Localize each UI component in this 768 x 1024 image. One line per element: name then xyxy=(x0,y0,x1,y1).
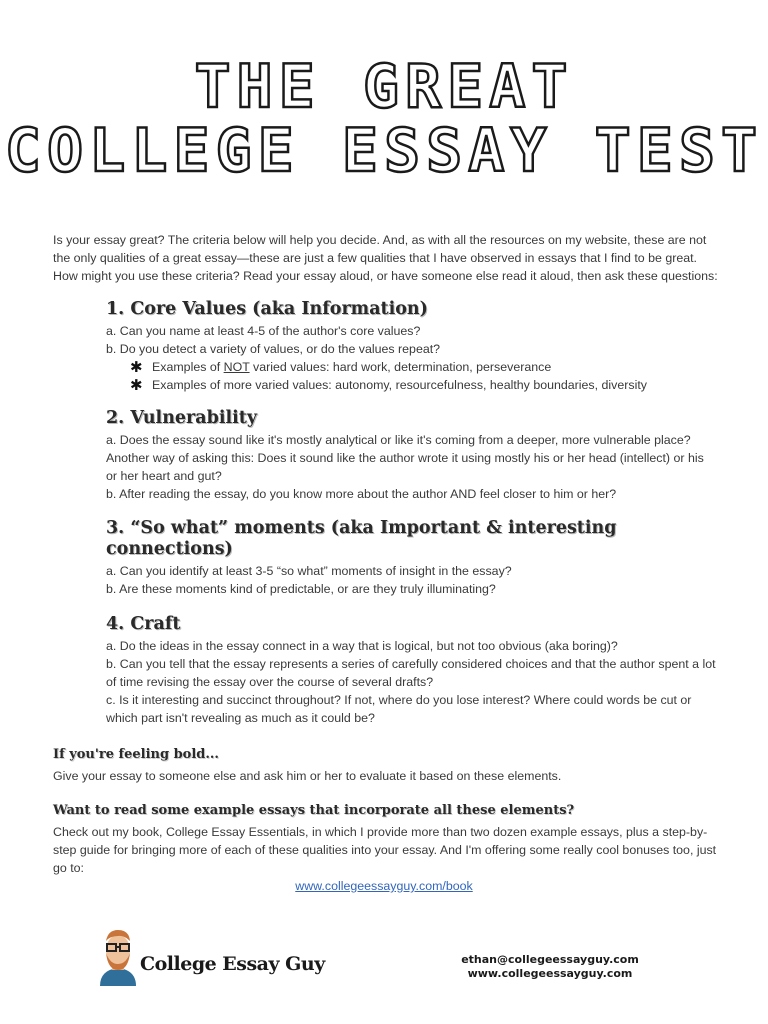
examples-text: Check out my book, College Essay Essentials, in which I provide more than two dozen example essays, plus a step-by-step guide for bringing more of each of these qualities into your essay. And I'm offering some really cool bonuses too, just go to: xyxy=(53,825,717,875)
contact-email[interactable]: ethan@collegeessayguy.com xyxy=(461,953,639,966)
question-a: a. Can you name at least 4-5 of the author's core values? xyxy=(106,324,421,338)
contact-website[interactable]: www.collegeessayguy.com xyxy=(467,967,633,980)
section-heading: 3. “So what” moments (aka Important & interesting connections) xyxy=(106,518,617,559)
avatar-icon xyxy=(96,926,140,986)
section-core-values xyxy=(106,299,718,394)
title-line-1: THE GREAT xyxy=(194,52,574,122)
question-a: a. Do the ideas in the essay connect in a way that is logical, but not too obvious (aka boring)? xyxy=(106,639,618,653)
college-essay-guy-logo xyxy=(96,926,336,986)
section-vulnerability xyxy=(106,408,718,503)
feeling-bold-text: Give your essay to someone else and ask him or her to evaluate it based on these elements. xyxy=(53,769,562,783)
question-b: b. Can you tell that the essay represents a series of carefully considered choices and that the author spent a lot of time revising the essay over the course of several drafts? xyxy=(106,657,716,689)
question-c: c. Is it interesting and succinct throughout? If not, where do you lose interest? Where could words be cut or which part isn't revealing as much as it could be? xyxy=(106,693,692,725)
question-b: b. After reading the essay, do you know more about the author AND feel closer to him or her? xyxy=(106,487,617,501)
section-craft xyxy=(106,614,718,727)
question-a: a. Can you identify at least 3-5 “so what” moments of insight in the essay? xyxy=(106,564,512,578)
section-so-what xyxy=(106,518,718,598)
not-underlined: NOT xyxy=(223,360,250,374)
intro-paragraph: Is your essay great? The criteria below will help you decide. And, as with all the resources on my website, these are not the only qualities of a great essay—these are just a few qualities that I have observed in essays that I find to be great. How might you use these criteria? Read your essay aloud, or have someone else read it aloud, then ask these questions: xyxy=(53,233,718,284)
asterisk-icon: ✱ xyxy=(130,376,143,394)
logo-text: College Essay Guy xyxy=(140,953,325,975)
question-b: b. Do you detect a variety of values, or do the values repeat? xyxy=(106,342,441,356)
contact-info xyxy=(420,953,680,981)
section-heading: 1. Core Values (aka Information) xyxy=(106,299,428,319)
feeling-bold-heading: If you're feeling bold... xyxy=(53,747,219,762)
bullet-varied: ✱ Examples of more varied values: autonomy, resourcefulness, healthy boundaries, diversity xyxy=(130,376,647,394)
section-heading: 2. Vulnerability xyxy=(106,408,258,428)
question-a: a. Does the essay sound like it's mostly analytical or like it's coming from a deeper, more vulnerable place? Another way of asking this: Does it sound like the author wrote it using mostly his or her head (intellect) or his or her heart and gut? xyxy=(106,433,704,483)
examples-block xyxy=(53,802,718,877)
book-link[interactable]: www.collegeessayguy.com/book xyxy=(295,879,473,893)
section-heading: 4. Craft xyxy=(106,614,181,634)
examples-heading: Want to read some example essays that incorporate all these elements? xyxy=(53,803,575,818)
title-line-2: COLLEGE ESSAY TEST xyxy=(4,116,764,186)
asterisk-icon: ✱ xyxy=(130,358,143,376)
question-b: b. Are these moments kind of predictable, or are they truly illuminating? xyxy=(106,582,496,596)
bullet-not-varied: ✱ Examples of NOT varied values: hard work, determination, perseverance xyxy=(130,358,552,376)
feeling-bold-block xyxy=(53,746,718,785)
